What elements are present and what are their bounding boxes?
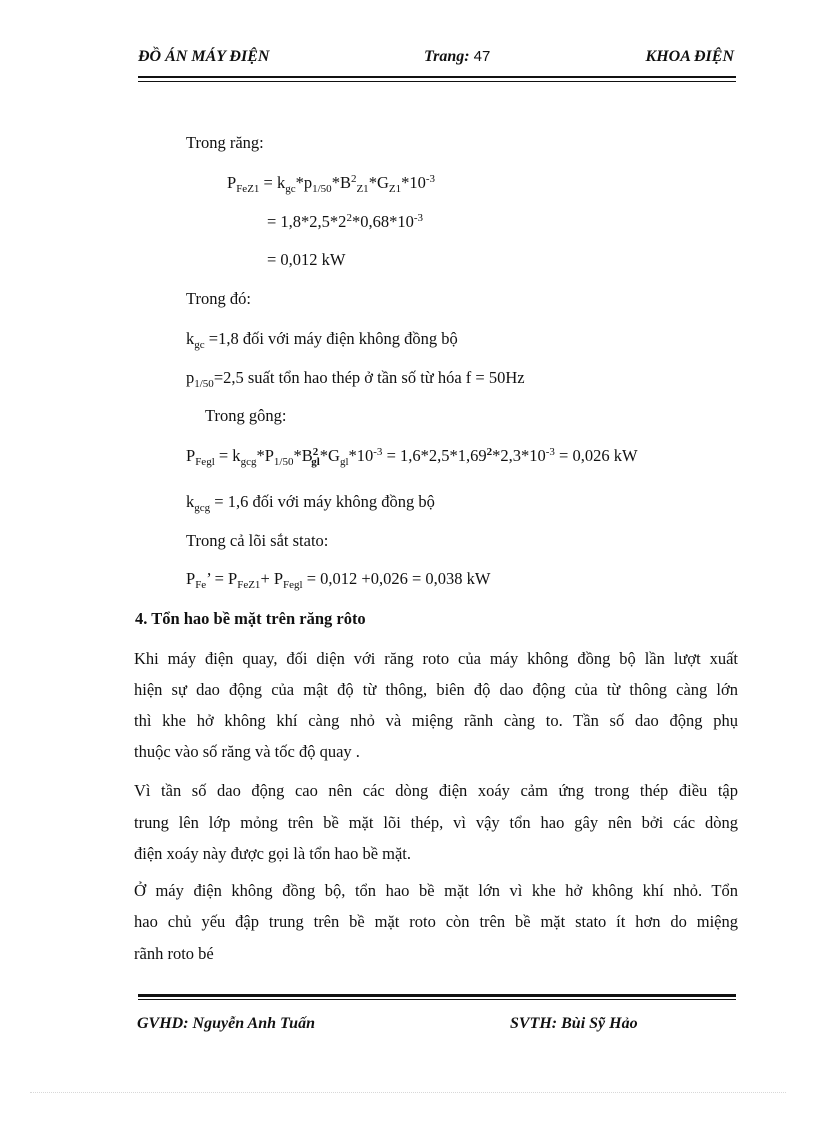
formula-pfegl: $P_{Fegl} = k_{gcg}*P_{1/50}*B^2_{gl}*G_{gl}*10^{-3} = 1,6*2,5*1,69^2*2,3*10^{-3} = 0,026$ kW — [186, 446, 638, 468]
header-left: ĐỒ ÁN MÁY ĐIỆN — [138, 48, 270, 65]
footer-advisor: GVHD: Nguyễn Anh Tuấn — [137, 1015, 315, 1032]
where-title: Trong đó: — [186, 289, 251, 308]
header-rule-thin — [138, 81, 736, 82]
para2-last: điện xoáy này được gọi là tổn hao bề mặt. — [134, 844, 412, 863]
para2-line: Vì tần số dao động cao nên các dòng điện xoáy cảm ứng trong thép điều tập — [134, 781, 738, 800]
teeth-title: Trong răng: — [186, 133, 264, 152]
p150-definition: $p_{1/50}=2,5$ suất tổn hao thép ở tần số từ hóa f = 50Hz — [186, 368, 525, 390]
section-heading: 4. Tổn hao bề mặt trên răng rôto — [135, 609, 366, 628]
page-bottom-dotted-rule — [30, 1092, 786, 1093]
footer-rule-thin — [138, 999, 736, 1000]
page-label: Trang: — [424, 48, 470, 65]
header-rule-thick — [138, 76, 736, 78]
kgcg-definition: $k_{gcg} = 1,6$ đối với máy không đồng bộ — [186, 492, 435, 514]
formula-line-2: = $1,8*2,5*2^2*0,68*10^{-3}$ — [267, 212, 423, 231]
para3-line: Ở máy điện không đồng bộ, tổn hao bề mặt lớn vì khe hở không khí nhỏ. Tổn — [134, 881, 738, 900]
core-title: Trong cả lõi sắt stato: — [186, 531, 329, 550]
page-number: 47 — [473, 48, 491, 65]
kgc-definition: $k_{gc} =1,8$ đối với máy điện không đồng bộ — [186, 329, 458, 351]
para1-line: thì khe hở không khí càng nhỏ và miệng rãnh càng to. Tần số dao động phụ — [134, 711, 738, 730]
para3-last: rãnh roto bé — [134, 944, 214, 963]
formula-pfez1: $P_{FeZ1} = k_{gc}*p_{1/50}*B^2_{Z1}*G_{Z1}*10^{-3}$ — [227, 173, 436, 195]
formula-line-3: = 0,012 kW — [267, 250, 346, 269]
footer-rule-thick — [138, 994, 736, 997]
header-page — [424, 48, 490, 66]
para1-line: hiện sự dao động của mật độ từ thông, biên độ dao động của từ thông càng lớn — [134, 680, 738, 699]
header-right: KHOA ĐIỆN — [645, 48, 734, 65]
yoke-title: Trong gông: — [205, 406, 287, 425]
formula-total: $P_{Fe}$’ = $P_{FeZ1}+ P_{Fegl} = 0,012 +0,026 = 0,038$ kW — [186, 569, 491, 591]
para1-last: thuộc vào số răng và tốc độ quay . — [134, 742, 360, 761]
para2-line: trung lên lớp mỏng trên bề mặt lõi thép, vì vậy tổn hao gây nên bởi các dòng — [134, 813, 738, 832]
para3-line: hao chủ yếu đập trung trên bề mặt roto còn trên bề mặt stato ít hơn do miệng — [134, 912, 738, 931]
para1-line: Khi máy điện quay, đối diện với răng roto của máy không đồng bộ lần lượt xuất — [134, 649, 738, 668]
footer-student: SVTH: Bùi Sỹ Hảo — [510, 1015, 638, 1032]
